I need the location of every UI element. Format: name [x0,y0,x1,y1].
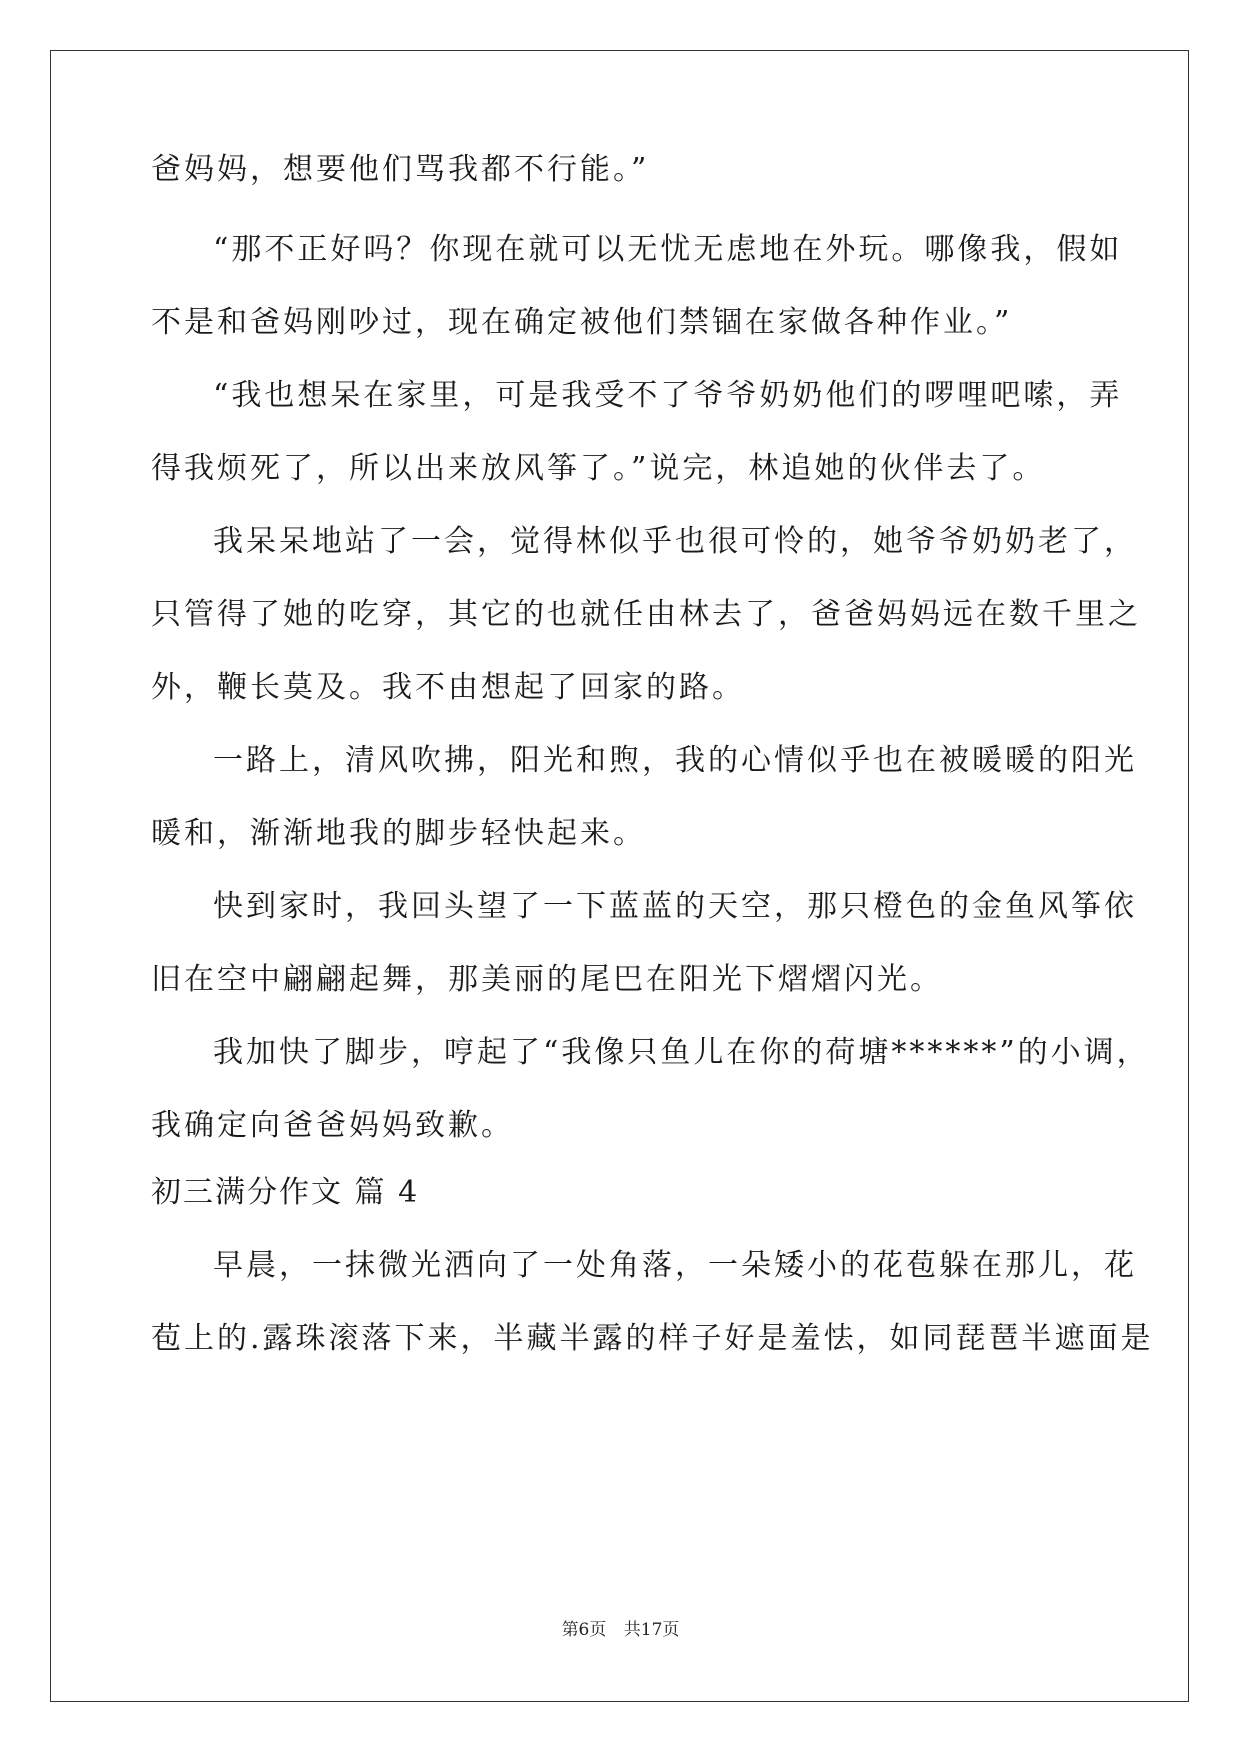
text-line: 得我烦死了，所以出来放风筝了。”说完，林追她的伙伴去了。 [151,451,1046,486]
text-line: 快到家时，我回头望了一下蓝蓝的天空，那只橙色的金鱼风筝依 [213,889,1137,924]
text-line: 苞上的.露珠滚落下来，半藏半露的样子好是羞怯，如同琵琶半遮面是 [151,1321,1154,1356]
text-line: 旧在空中翩翩起舞，那美丽的尾巴在阳光下熠熠闪光。 [151,962,943,997]
text-line: 我确定向爸爸妈妈致歉。 [151,1108,514,1143]
page-footer [0,1620,1241,1640]
text-line: 早晨，一抹微光洒向了一处角落，一朵矮小的花苞躲在那儿，花 [213,1248,1137,1283]
text-line: 我呆呆地站了一会，觉得林似乎也很可怜的，她爷爷奶奶老了， [213,524,1137,559]
text-line: 暖和，渐渐地我的脚步轻快起来。 [151,816,646,851]
text-line: 爸妈妈，想要他们骂我都不行能。” [151,152,650,187]
text-line: 外，鞭长莫及。我不由想起了回家的路。 [151,670,745,705]
page-number-total: 共17页 [623,1620,680,1640]
text-line: “我也想呆在家里，可是我受不了爷爷奶奶他们的啰哩吧嗦，弄 [213,378,1123,413]
page-number-current: 第6页 [561,1620,607,1640]
text-line: 一路上，清风吹拂，阳光和煦，我的心情似乎也在被暖暖的阳光 [213,743,1137,778]
text-line: 只管得了她的吃穿，其它的也就任由林去了，爸爸妈妈远在数千里之 [151,597,1141,632]
text-line: “那不正好吗？你现在就可以无忧无虑地在外玩。哪像我，假如 [213,232,1123,267]
text-line: 我加快了脚步，哼起了“我像只鱼儿在你的荷塘******”的小调， [213,1035,1150,1070]
page-border [50,50,1189,1702]
section-heading: 初三满分作文 篇 4 [151,1175,420,1210]
text-line: 不是和爸妈刚吵过，现在确定被他们禁锢在家做各种作业。” [151,305,1013,340]
